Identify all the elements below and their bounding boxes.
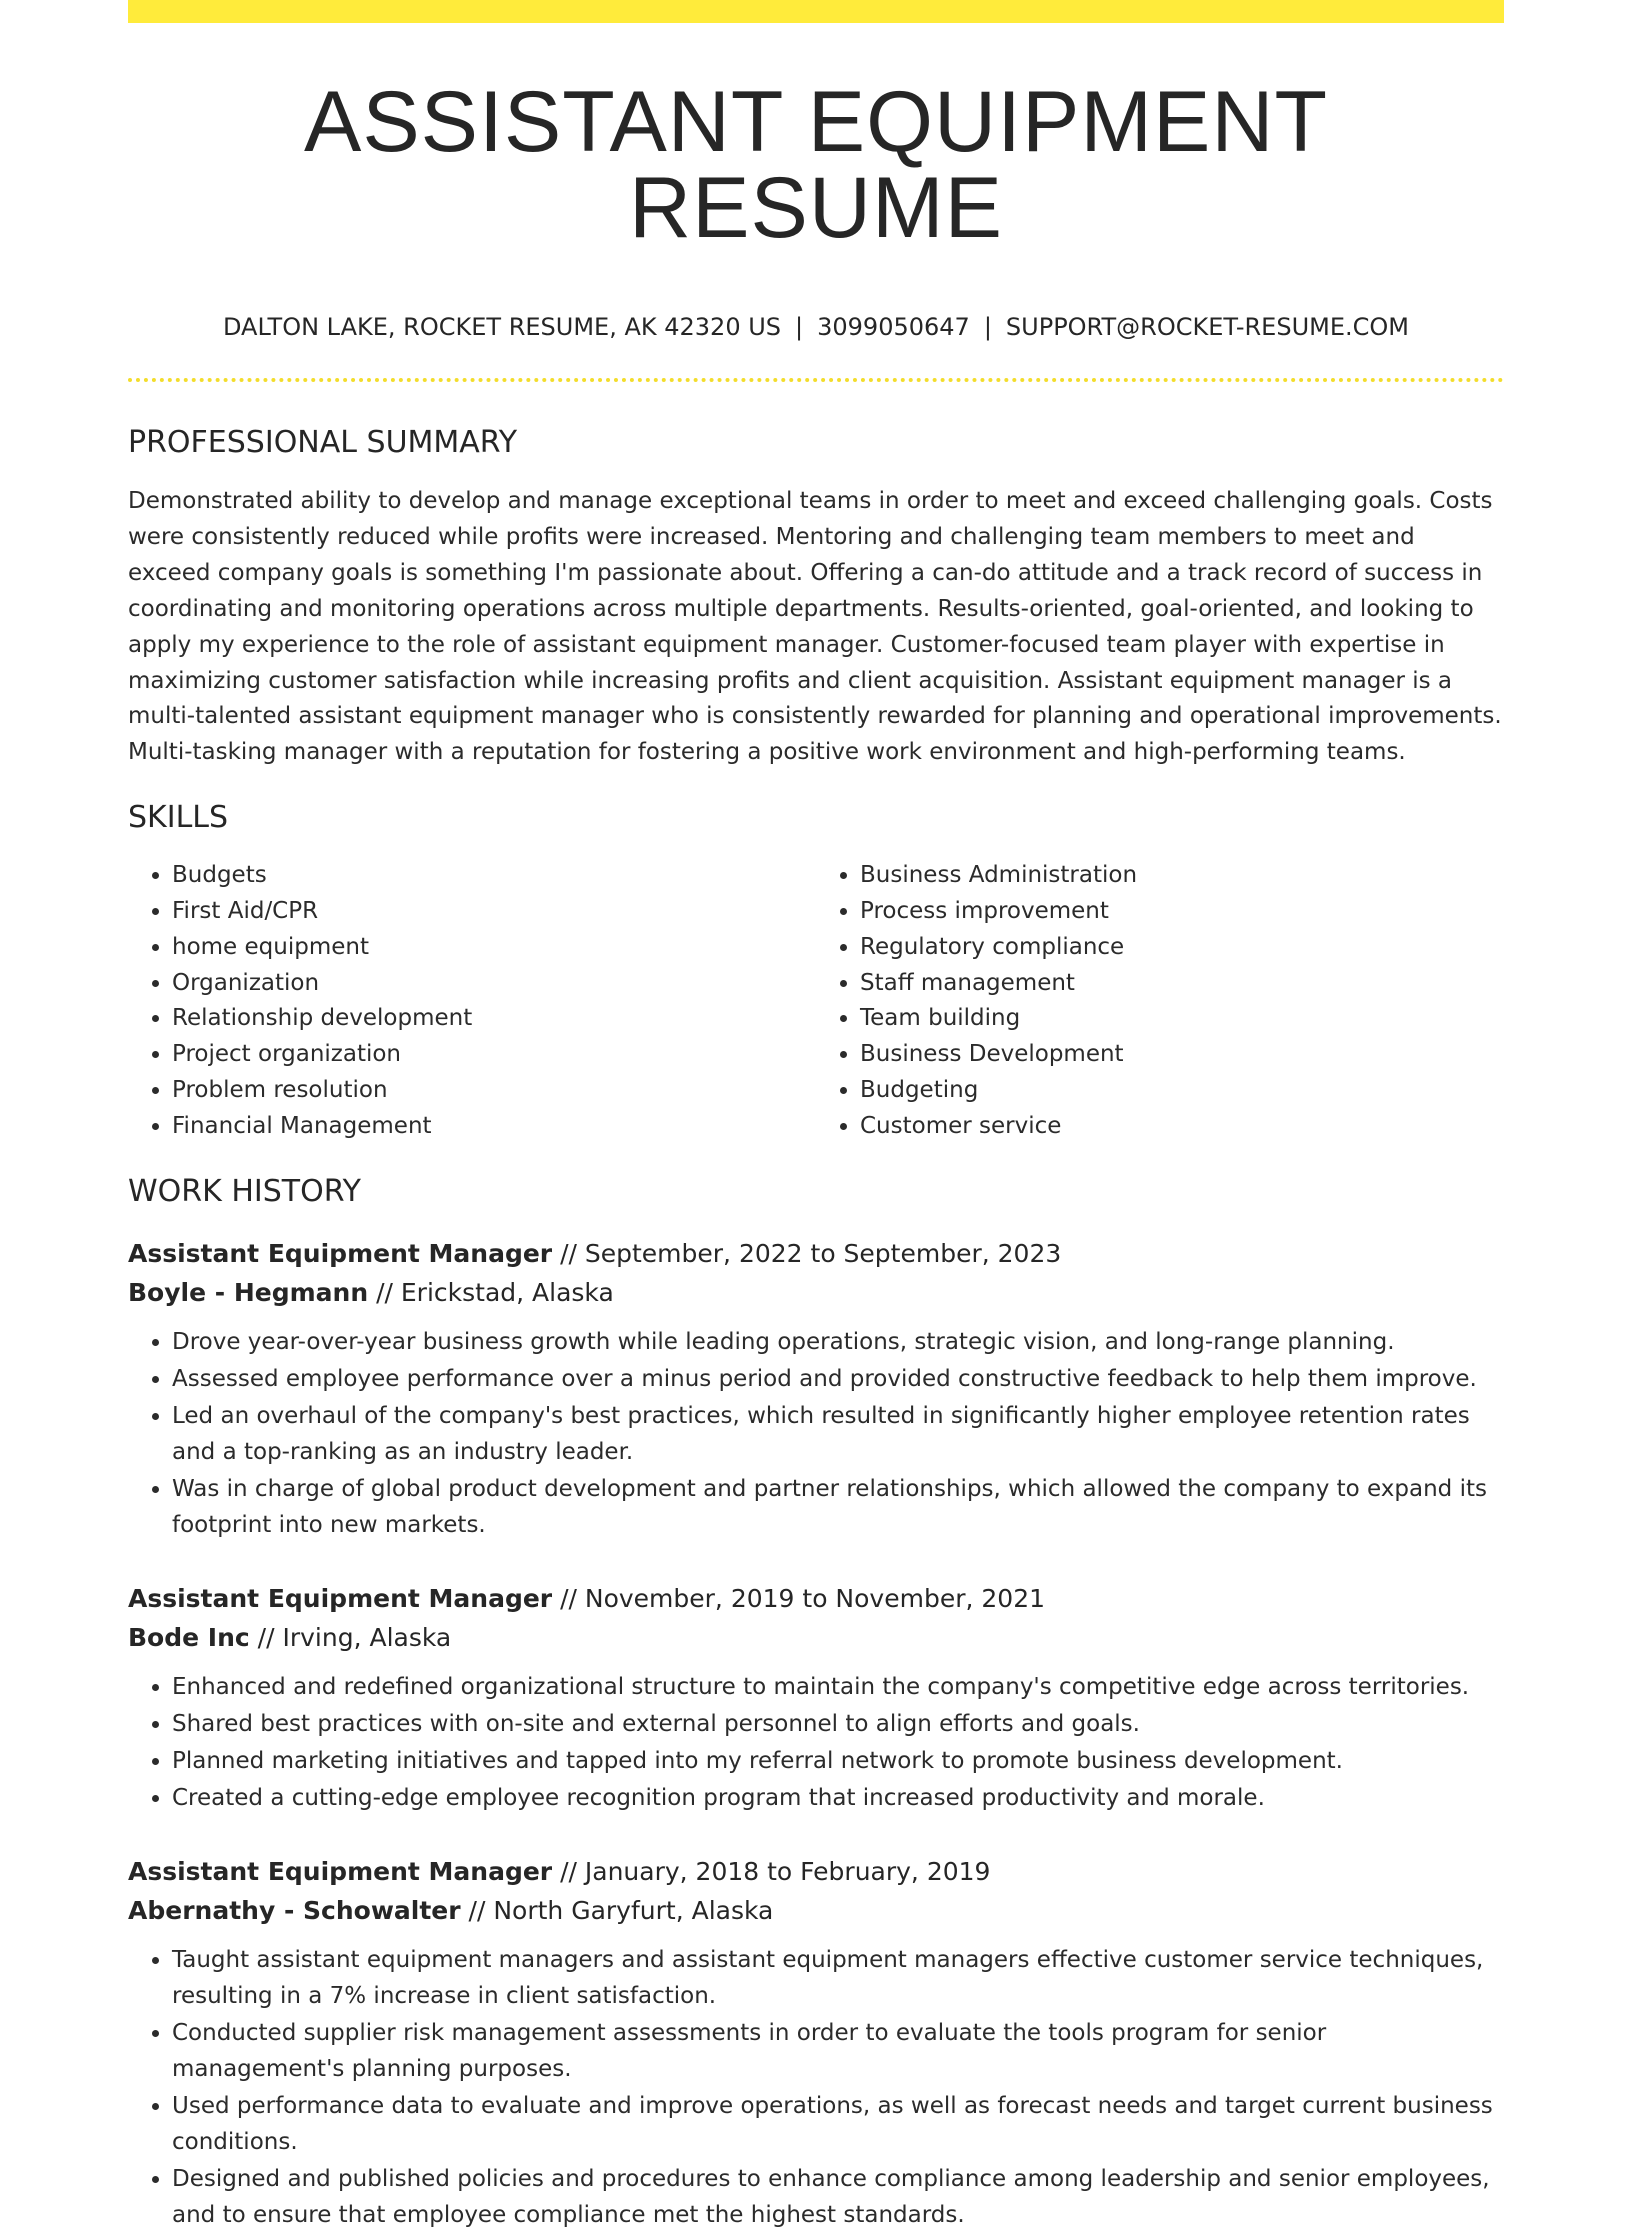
job-location: // Irving, Alaska [257, 1622, 452, 1652]
skill-item: • Organization [172, 966, 816, 1002]
skill-item: • Staff management [860, 966, 1504, 1002]
job-bullet: • Planned marketing initiatives and tapped into my referral network to promote business development. [172, 1743, 1504, 1779]
job-bullet: • Assessed employee performance over a minus period and provided constructive feedback to help them improve. [172, 1361, 1504, 1397]
job-company: Bode Inc [128, 1622, 250, 1652]
resume-page [128, 0, 1504, 2234]
contact-separator: | [983, 313, 992, 341]
job-bullet: • Created a cutting-edge employee recognition program that increased productivity and morale. [172, 1780, 1504, 1816]
job-company-line [128, 1891, 1504, 1930]
skills-column-right [816, 858, 1504, 1144]
job-company-line [128, 1618, 1504, 1657]
skills-list [128, 858, 1504, 1144]
job-title-line [128, 1234, 1504, 1273]
work-history-heading: WORK HISTORY [128, 1173, 361, 1209]
job-title: Assistant Equipment Manager [128, 1238, 553, 1268]
job-bullets [128, 1669, 1504, 1816]
job-dates: // September, 2022 to September, 2023 [560, 1238, 1062, 1268]
job-bullet: • Used performance data to evaluate and improve operations, as well as forecast needs and target current business conditions. [172, 2088, 1504, 2160]
job-bullet: • Designed and published policies and procedures to enhance compliance among leadership and senior employees, and to ensure that employee compliance met the highest standards. [172, 2161, 1504, 2233]
job-bullets [128, 1324, 1504, 1543]
dotted-divider [128, 378, 1504, 382]
job-company: Abernathy - Schowalter [128, 1895, 461, 1925]
job-entry [128, 1852, 1504, 2233]
job-title-line [128, 1579, 1504, 1618]
skill-item: • Financial Management [172, 1109, 816, 1145]
job-bullet: • Led an overhaul of the company's best practices, which resulted in significantly higher employee retention rates and a top-ranking as an industry leader. [172, 1398, 1504, 1470]
skill-item: • Process improvement [860, 894, 1504, 930]
contact-line [128, 313, 1504, 341]
job-bullet: • Drove year-over-year business growth while leading operations, strategic vision, and long-range planning. [172, 1324, 1504, 1360]
skill-item: • Business Administration [860, 858, 1504, 894]
job-bullet: • Was in charge of global product development and partner relationships, which allowed the company to expand its footprint into new markets. [172, 1471, 1504, 1543]
job-location: // North Garyfurt, Alaska [468, 1895, 774, 1925]
skill-item: • Relationship development [172, 1001, 816, 1037]
job-dates: // November, 2019 to November, 2021 [560, 1583, 1046, 1613]
job-company-line [128, 1273, 1504, 1312]
job-entry [128, 1579, 1504, 1816]
job-title: Assistant Equipment Manager [128, 1583, 553, 1613]
contact-phone[interactable]: 3099050647 [817, 313, 970, 341]
job-title-line [128, 1852, 1504, 1891]
job-dates: // January, 2018 to February, 2019 [560, 1856, 991, 1886]
job-company: Boyle - Hegmann [128, 1277, 369, 1307]
job-title: Assistant Equipment Manager [128, 1856, 553, 1886]
resume-title: ASSISTANT EQUIPMENT RESUME [303, 74, 1329, 256]
contact-email[interactable]: SUPPORT@ROCKET-RESUME.COM [1005, 313, 1409, 341]
skill-item: • Budgeting [860, 1073, 1504, 1109]
job-bullet: • Shared best practices with on-site and external personnel to align efforts and goals. [172, 1706, 1504, 1742]
skills-column-left [128, 858, 816, 1144]
skill-item: • Regulatory compliance [860, 930, 1504, 966]
skill-item: • Problem resolution [172, 1073, 816, 1109]
contact-address: DALTON LAKE, ROCKET RESUME, AK 42320 US [223, 313, 782, 341]
summary-heading: PROFESSIONAL SUMMARY [128, 425, 518, 460]
job-location: // Erickstad, Alaska [376, 1277, 614, 1307]
job-bullet: • Enhanced and redefined organizational structure to maintain the company's competitive edge across territories. [172, 1669, 1504, 1705]
skill-item: • home equipment [172, 930, 816, 966]
job-bullet: • Conducted supplier risk management assessments in order to evaluate the tools program for senior management's planning purposes. [172, 2015, 1504, 2087]
skill-item: • Business Development [860, 1037, 1504, 1073]
skill-item: • Customer service [860, 1109, 1504, 1145]
contact-separator: | [795, 313, 804, 341]
summary-text: Demonstrated ability to develop and manage exceptional teams in order to meet and exceed challenging goals. Costs were consistently reduced while profits were increased. Mentoring and challenging team members to meet and exceed company goals is something I'm passionate about. Offering a can-do attitude and a track record of success in coordinating and monitoring operations across multiple departments. Results-oriented, goal-oriented, and looking to apply my experience to the role of assistant equipment manager. Customer-focused team player with expertise in maximizing customer satisfaction while increasing profits and client acquisition. Assistant equipment manager is a multi-talented assistant equipment manager who is consistently rewarded for planning and operational improvements. Multi-tasking manager with a reputation for fostering a positive work environment and high-performing teams. [128, 488, 1502, 766]
skill-item: • Budgets [172, 858, 816, 894]
accent-top-bar [128, 0, 1504, 23]
skills-heading: SKILLS [128, 800, 229, 836]
skill-item: • Team building [860, 1001, 1504, 1037]
job-bullet: • Taught assistant equipment managers and assistant equipment managers effective customer service techniques, resulting in a 7% increase in client satisfaction. [172, 1942, 1504, 2014]
skill-item: • Project organization [172, 1037, 816, 1073]
job-entry [128, 1234, 1504, 1543]
job-bullets [128, 1942, 1504, 2233]
skill-item: • First Aid/CPR [172, 894, 816, 930]
